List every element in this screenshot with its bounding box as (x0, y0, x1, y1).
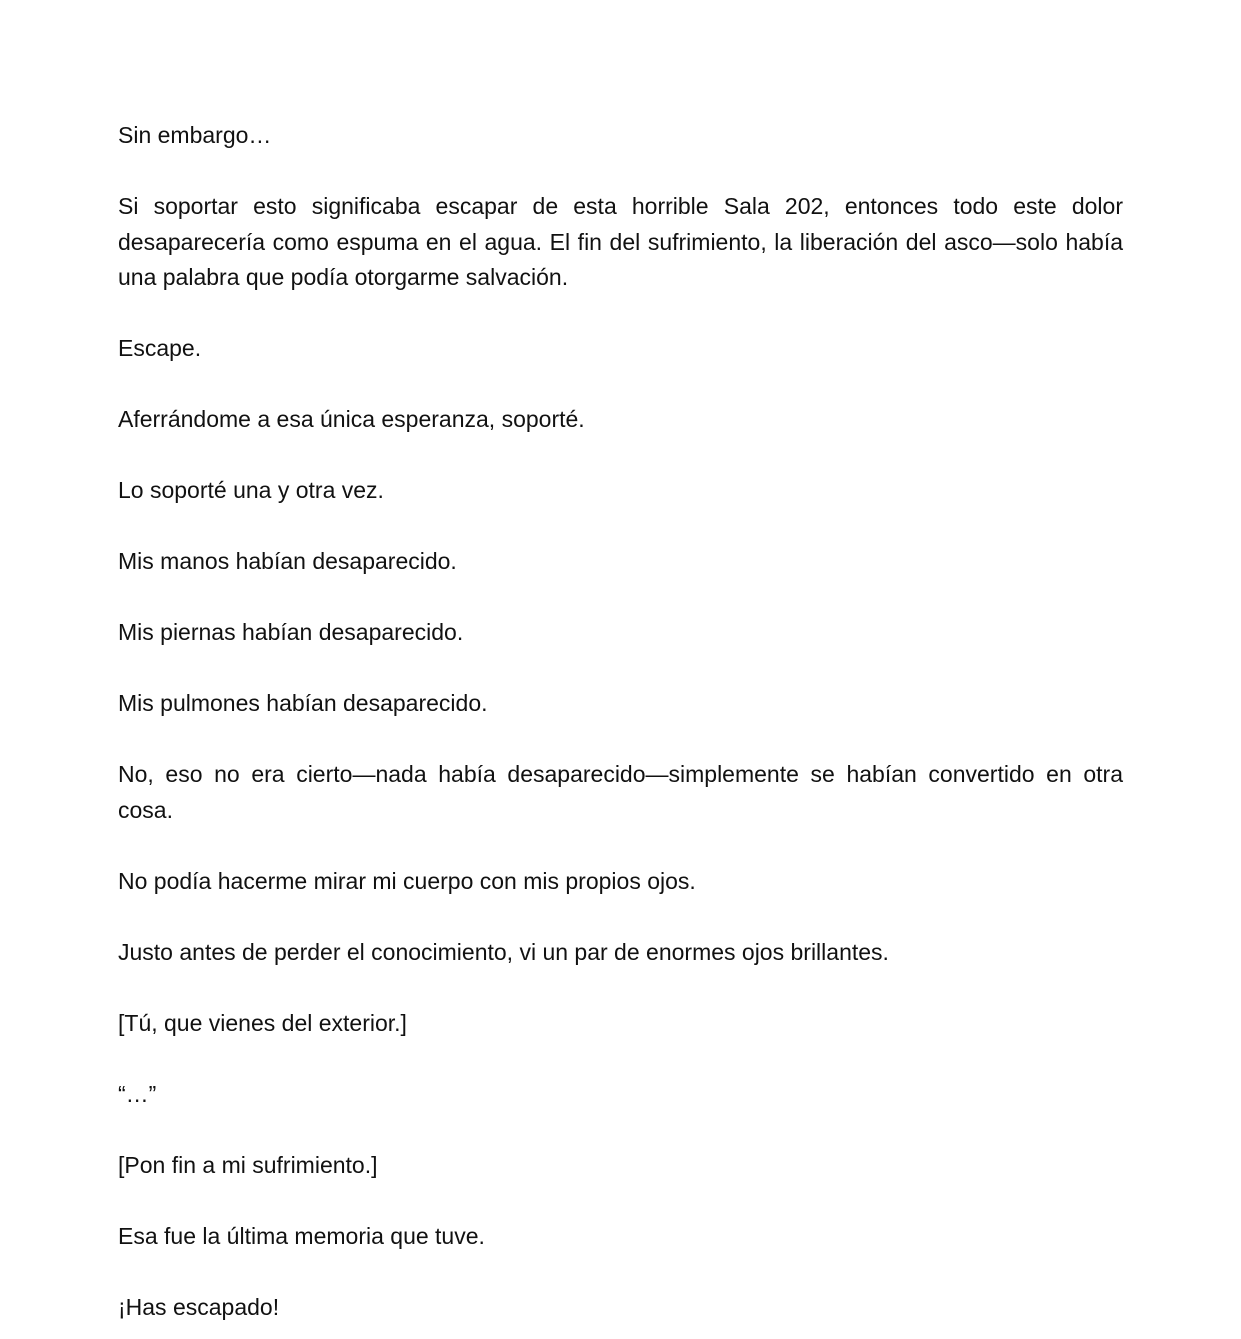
paragraph-sala-202: Si soportar esto significaba escapar de esta horrible Sala 202, entonces todo este dolor desaparecería como espuma en el agua. El fin del sufrimiento, la liberación del asco—solo había una palabra que podía otorgarme salvación. (118, 193, 1123, 290)
paragraph-sin-embargo: Sin embargo… (118, 122, 272, 148)
paragraph-mirar-cuerpo: No podía hacerme mirar mi cuerpo con mis propios ojos. (118, 867, 696, 894)
paragraph-lo-soporte: Lo soporté una y otra vez. (118, 477, 384, 503)
paragraph-otra-cosa: No, eso no era cierto—nada había desaparecido—simplemente se habían convertido en otra cosa. (118, 761, 1123, 823)
paragraph-escape: Escape. (118, 335, 202, 361)
paragraph-piernas: Mis piernas habían desaparecido. (118, 619, 464, 645)
paragraph-ojos-brillantes: Justo antes de perder el conocimiento, vi un par de enormes ojos brillantes. (118, 938, 889, 965)
paragraph-pulmones: Mis pulmones habían desaparecido. (118, 690, 488, 716)
paragraph-has-escapado: ¡Has escapado! (118, 1293, 280, 1320)
body-text (118, 118, 1123, 1325)
paragraph-tu-exterior: [Tú, que vienes del exterior.] (118, 1009, 407, 1036)
paragraph-pon-fin: [Pon fin a mi sufrimiento.] (118, 1151, 378, 1178)
paragraph-ellipsis-quote: “…” (118, 1080, 157, 1107)
paragraph-esperanza: Aferrándome a esa única esperanza, soporté. (118, 406, 585, 432)
paragraph-ultima-memoria: Esa fue la última memoria que tuve. (118, 1222, 485, 1249)
paragraph-manos: Mis manos habían desaparecido. (118, 548, 457, 574)
